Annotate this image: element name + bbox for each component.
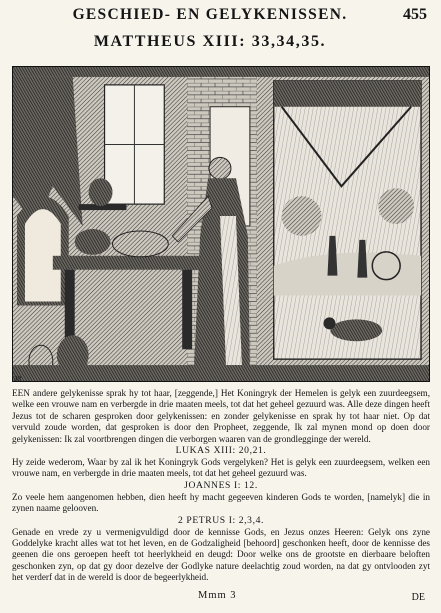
reference-john: JOANNES I: 12. [184, 479, 258, 491]
tree [282, 196, 322, 236]
paragraph-peter: Genade en vrede zy u vermenigvuldigd door de kennisse Gods, en Jezus onzes Heeren: Gelyk ons zyne Goddelyke kracht alles wat tot het leven, en de Godzaligheid [behoord] geschonken heeft, door de kennisse des geenen die ons geroepen heeft tot heerlykheid en deugd: Door welke ons de grootste en dierbaare beloften geschonken zyn, op dat gy door dezelve der Godlyke nature deelachtig zoud worden, na dat gy ontvlooden zyt het verderf dat in de wereld is door de begeerlykheid. [12, 526, 430, 583]
dough-trough [113, 231, 169, 257]
ceiling-beam [13, 67, 429, 77]
tree [378, 188, 414, 224]
animal [330, 319, 382, 341]
engraving-illustration [12, 66, 430, 382]
catchword: DE [411, 592, 425, 603]
reference-luke: LUKAS XIII: 20,21. [175, 445, 267, 457]
paragraph-john: Zo veele hem aangenomen hebben, dien heeft hy macht gegeeven kinderen Gods te worden, [namelyk] die in zynen naame gelooven. [12, 491, 430, 514]
engraving-scene [13, 67, 429, 381]
floor [13, 365, 429, 381]
plate-number: 38 [14, 375, 21, 383]
scripture-text [12, 388, 430, 584]
chapter-reference: MATTHEUS XIII: 33,34,35. [93, 33, 327, 50]
jug [89, 178, 113, 206]
reference-peter: 2 PETRUS I: 2,3,4. [178, 514, 264, 526]
overturned-pot [75, 229, 111, 255]
paragraph-luke: Hy zeide wederom, Waar by zal ik het Koningryk Gods vergelyken? Het is gelyk een zuurdeegsem, welken een vrouwe nam, en verbergde in drie maaten meels, tot dat het geheel gezuurd was. [12, 457, 430, 479]
signature-mark: Mmm 3 [198, 590, 237, 601]
oven-mouth [25, 209, 61, 301]
table-top [53, 256, 202, 270]
paragraph-matthew: EEN andere gelykenisse sprak hy tot haar, [zeggende,] Het Koningryk der Hemelen is gelyk een zuurdeegsem, welke een vrouwe nam en verbergde in drie maaten meels, tot dat het geheel gezuurd was. Alle deze dingen heeft Jezus tot de scharen gesproken door gelykenissen: en zonder gelykenisse en sprak hy tot haar niet. Op dat vervuld zoude worden, dat gesproken is door den Propheet, zeggende, Ik zal mynen mond op doen door gelykenissen: Ik zal voortbrengen dingen die verborgen waaren van de grondlegginge der wereld. [12, 388, 430, 444]
page-number: 455 [403, 6, 427, 23]
running-title: GESCHIED- EN GELYKENISSEN. [72, 6, 348, 23]
